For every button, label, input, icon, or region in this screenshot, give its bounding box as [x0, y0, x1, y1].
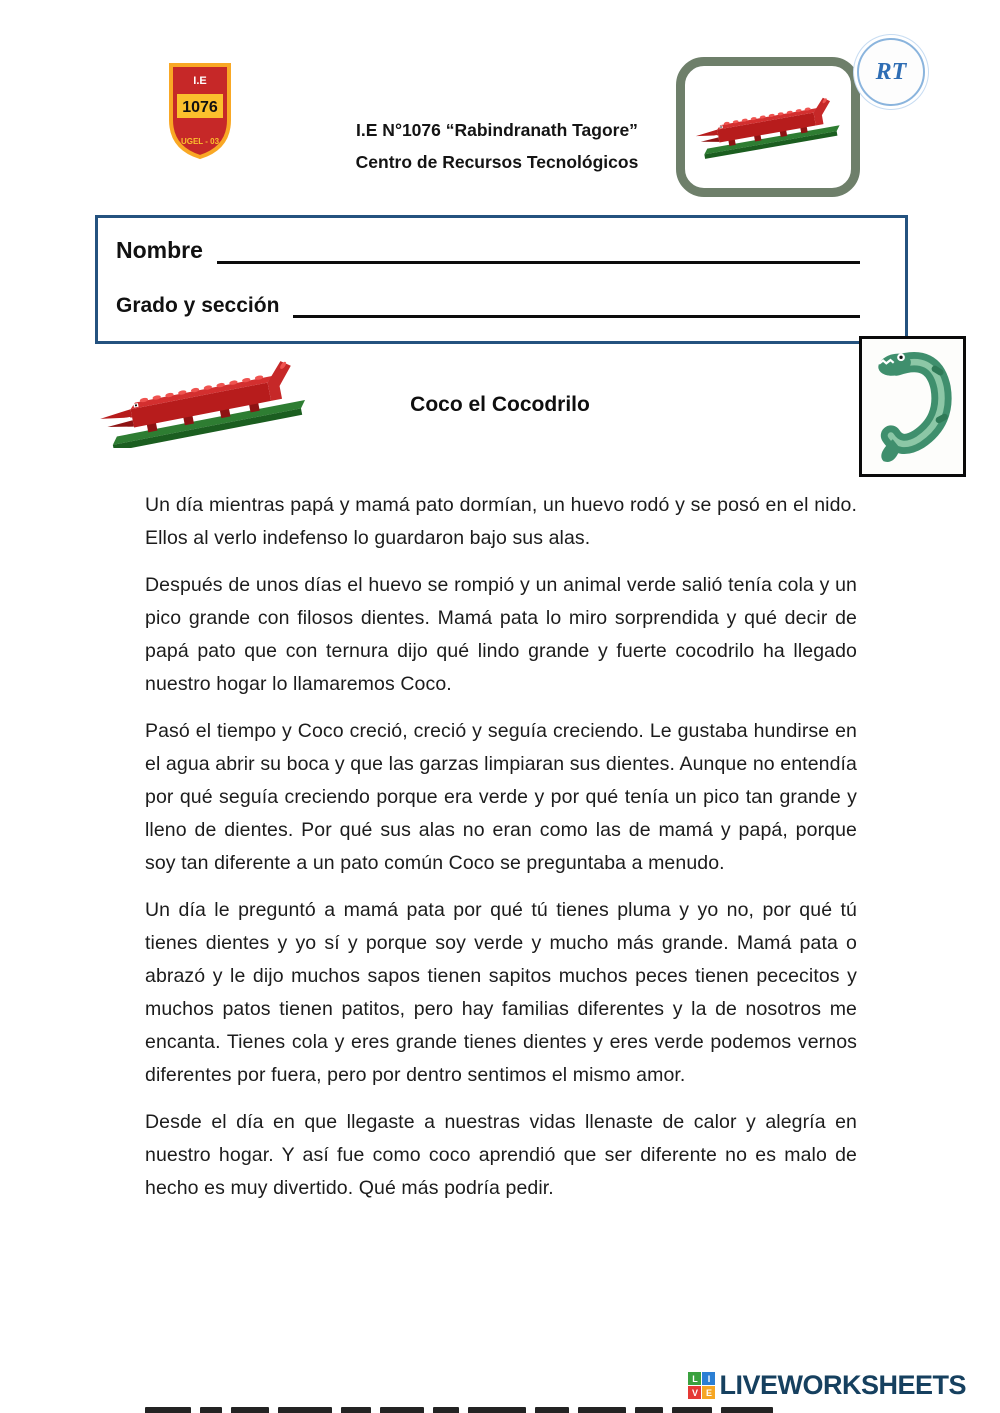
name-input-line[interactable]: [217, 237, 860, 264]
rt-monogram-logo: [857, 38, 925, 106]
name-row: [116, 237, 860, 264]
grade-label: Grado y sección: [116, 293, 280, 317]
green-crocodile-picture: [859, 336, 966, 477]
story-paragraph: Un día le preguntó a mamá pata por qué tú tienes pluma y yo no, por qué tú tienes dientes y yo sí y porque soy verde y mucho más grande. Mamá pata o abrazó y le dijo muchos sapos tienen sapitos muchos peces tienen pececitos y muchos patos tienen patitos, pero hay familias diferentes y la de nosotros me encanta. Tienes cola y eres grande tienes dientes y eres verde podemos vernos diferentes por fuera, pero por dentro sentimos el mismo amor.: [145, 899, 857, 1086]
story-title: Coco el Cocodrilo: [410, 393, 590, 416]
liveworksheets-icon: [688, 1372, 715, 1399]
lw-cell-e: E: [702, 1386, 715, 1399]
school-name: I.E N°1076 “Rabindranath Tagore”: [356, 120, 638, 140]
lw-cell-v: V: [688, 1386, 701, 1399]
story-body: [145, 489, 857, 1219]
lego-crocodile-framed-logo: [676, 57, 860, 197]
student-info-box: [95, 215, 908, 344]
liveworksheets-wordmark: LIVEWORKSHEETS: [719, 1370, 966, 1400]
school-subtitle: Centro de Recursos Tecnológicos: [355, 152, 639, 172]
lw-cell-l: L: [688, 1372, 701, 1385]
liveworksheets-logo[interactable]: [688, 1370, 966, 1401]
shield-number: 1076: [182, 99, 218, 116]
lego-crocodile-icon: [96, 360, 310, 448]
school-shield-logo: [168, 62, 232, 160]
story-paragraph: Un día mientras papá y mamá pato dormían, un huevo rodó y se posó en el nido. Ellos al verlo indefenso lo guardaron bajo sus alas.: [145, 494, 857, 549]
lego-crocodile-picture: [96, 360, 310, 466]
story-paragraph: Pasó el tiempo y Coco creció, creció y seguía creciendo. Le gustaba hundirse en el agua abrir su boca y que las garzas limpiaran sus dientes. Aunque no entendía por qué seguía creciendo porque era verde y por qué tenía un pico tan grande y lleno de dientes. Por qué sus alas no eran como las de mamá y papá, porque soy tan diferente a un pato común Coco se preguntaba a menudo.: [145, 720, 857, 874]
lego-crocodile-icon: [693, 84, 843, 170]
green-crocodile-icon: [867, 344, 959, 470]
rt-monogram-text: RT: [875, 58, 907, 85]
school-header: [297, 114, 697, 178]
cropped-text-line: [145, 1407, 851, 1413]
shield-top-text: I.E: [193, 75, 207, 87]
story-paragraph: Desde el día en que llegaste a nuestras vidas llenaste de calor y alegría en nuestro hogar. Y así fue como coco aprendió que ser diferente no es malo de hecho es muy divertido. Qué más podría pedir.: [145, 1111, 857, 1199]
name-label: Nombre: [116, 237, 203, 264]
shield-icon: [168, 62, 232, 160]
shield-bottom-text: UGEL - 03: [180, 137, 220, 146]
lw-cell-i: I: [702, 1372, 715, 1385]
grade-input-line[interactable]: [293, 291, 860, 318]
story-paragraph: Después de unos días el huevo se rompió y un animal verde salió tenía cola y un pico grande con filosos dientes. Mamá pata lo miro sorprendida y qué decir de papá pato que con ternura dijo qué lindo grande y fuerte cocodrilo ha llegado nuestro hogar lo llamaremos Coco.: [145, 574, 857, 695]
grade-row: [116, 291, 860, 318]
